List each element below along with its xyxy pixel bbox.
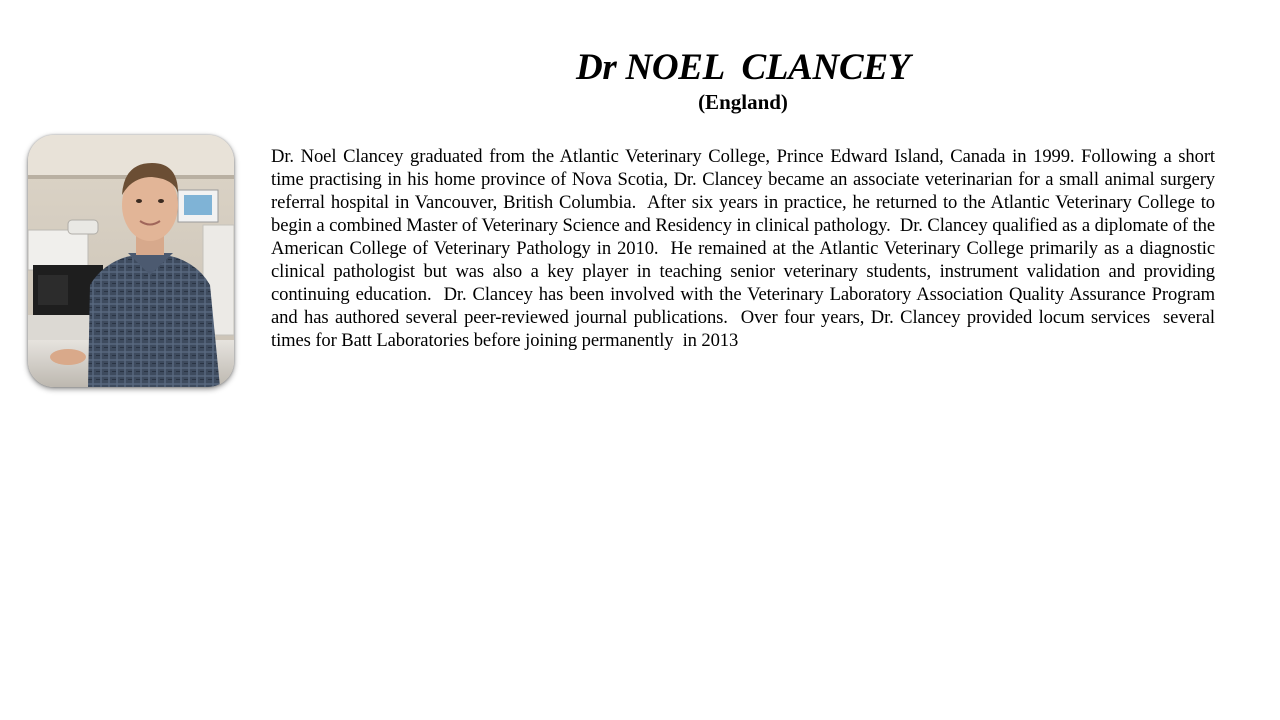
person-name: Dr NOEL CLANCEY	[575, 47, 911, 88]
portrait-image	[28, 135, 234, 387]
biography-text: Dr. Noel Clancey graduated from the Atlantic Veterinary College, Prince Edward Island, Canada in 1999. Following a short time practising in his home province of Nova Scotia, Dr. Clancey became an associate veterinarian for a small animal surgery referral hospital in Vancouver, British Columbia. After six years in practice, he returned to the Atlantic Veterinary College to begin a combined Master of Veterinary Science and Residency in clinical pathology. Dr. Clancey qualified as a diplomate of the American College of Veterinary Pathology in 2010. He remained at the Atlantic Veterinary College primarily as a diagnostic clinical pathologist but was also a key player in teaching senior veterinary students, instrument validation and providing continuing education. Dr. Clancey has been involved with the Veterinary Laboratory Association Quality Assurance Program and has authored several peer-reviewed journal publications. Over four years, Dr. Clancey provided locum services several times for Batt Laboratories before joining permanently in 2013	[271, 146, 1220, 351]
portrait-photo	[28, 135, 234, 387]
title-block	[470, 46, 1016, 115]
person-country: (England)	[698, 90, 788, 114]
